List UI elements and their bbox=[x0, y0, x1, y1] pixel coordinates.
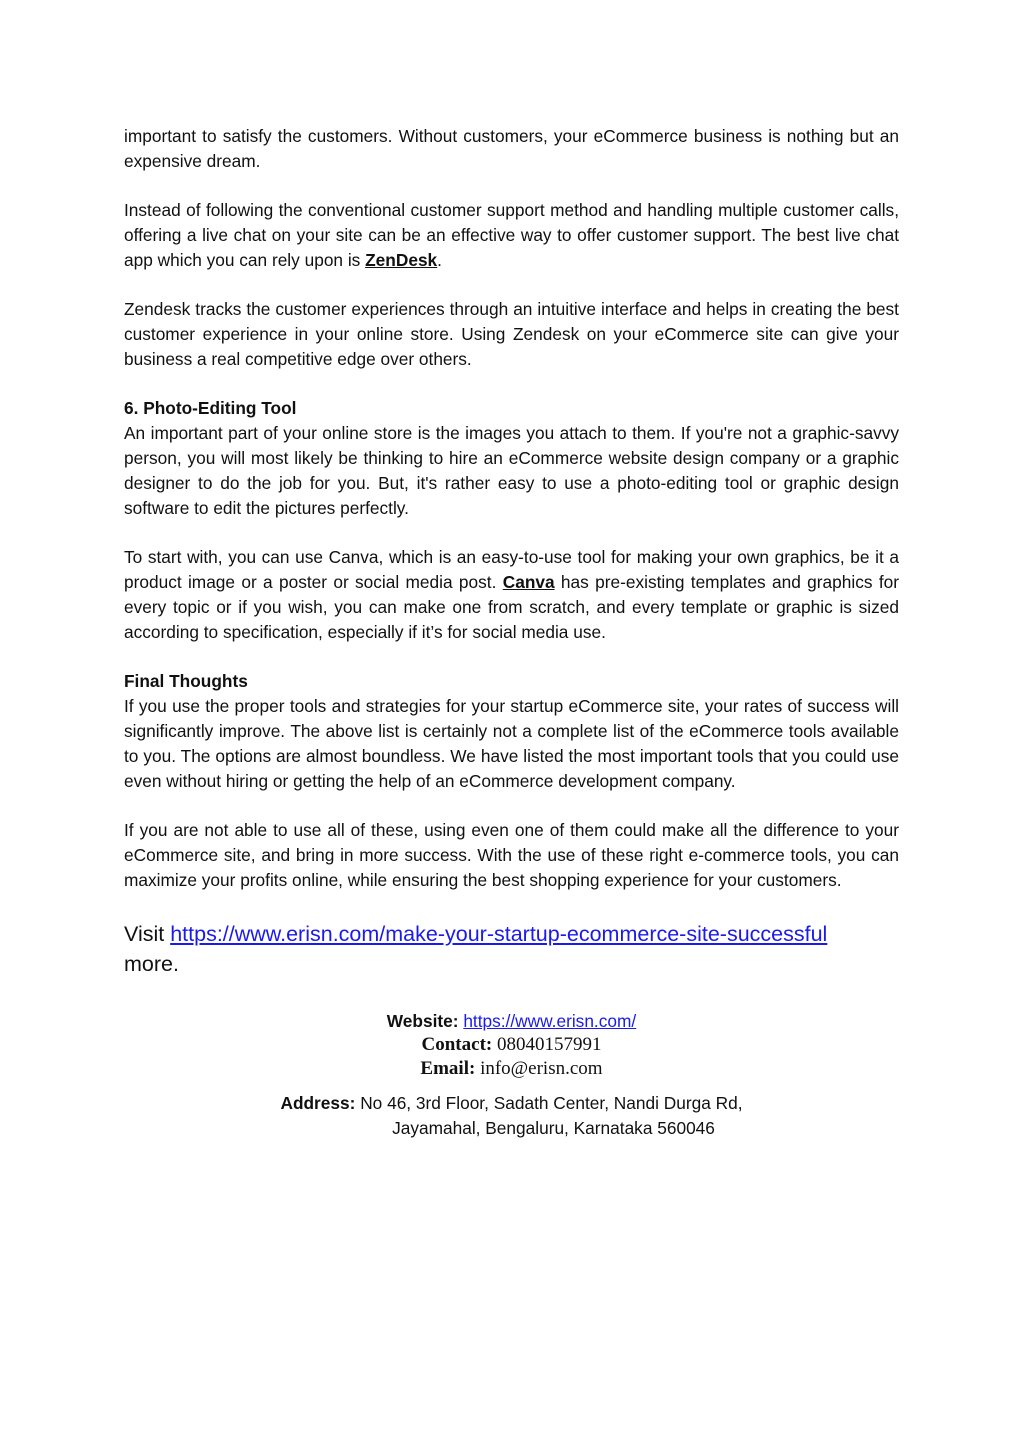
document-page bbox=[124, 124, 899, 1141]
paragraph-zendesk: Zendesk tracks the customer experiences through an intuitive interface and helps in creating the best customer experience in your online store. Using Zendesk on your eCommerce site can give your business a real competitive edge over others. bbox=[124, 299, 899, 369]
paragraph-live-chat-end: . bbox=[437, 250, 442, 270]
paragraph-final-2: If you are not able to use all of these, using even one of them could make all the difference to your eCommerce site, and bring in more success. With the use of these right e-commerce tools, you can maximize your profits online, while ensuring the best shopping experience for your customers. bbox=[124, 820, 899, 890]
heading-photo-editing-tool: 6. Photo-Editing Tool bbox=[124, 398, 297, 418]
email-label: Email: bbox=[420, 1058, 476, 1079]
contact-label: Contact: bbox=[421, 1034, 493, 1055]
paragraph-canva-end: has pre-existing templates and graphics for every topic or if you wish, you can make one from scratch, and every template or graphic is sized according to specification, especially if it’s for social media use. bbox=[124, 572, 899, 642]
website-row bbox=[124, 1009, 899, 1033]
contact-row bbox=[124, 1033, 899, 1057]
email-value: info@erisn.com bbox=[480, 1058, 603, 1079]
website-link[interactable]: https://www.erisn.com/ bbox=[463, 1011, 637, 1031]
paragraph-canva bbox=[124, 545, 899, 645]
contact-value: 08040157991 bbox=[496, 1034, 602, 1055]
paragraph-live-chat bbox=[124, 198, 899, 273]
canva-link[interactable]: Canva bbox=[502, 572, 555, 592]
paragraph-photo-editing: An important part of your online store is the images you attach to them. If you're not a graphic-savvy person, you will most likely be thinking to hire an eCommerce website design company or a graphic designer to do the job for you. But, it's rather easy to use a photo-editing tool or graphic design software to edit the pictures perfectly. bbox=[124, 423, 899, 518]
heading-final-thoughts: Final Thoughts bbox=[124, 671, 248, 691]
website-label: Website: bbox=[386, 1011, 459, 1031]
paragraph-customers: important to satisfy the customers. Without customers, your eCommerce business is nothing but an expensive dream. bbox=[124, 126, 899, 171]
address-label: Address: bbox=[280, 1093, 356, 1113]
visit-prefix: Visit bbox=[124, 922, 171, 946]
visit-suffix: more. bbox=[124, 952, 179, 976]
visit-url-link[interactable]: https://www.erisn.com/make-your-startup-ecommerce-site-successful bbox=[170, 922, 828, 946]
address-line-2: Jayamahal, Bengaluru, Karnataka 560046 bbox=[392, 1118, 715, 1138]
address-block bbox=[124, 1091, 899, 1141]
visit-line bbox=[124, 919, 899, 979]
contact-footer bbox=[124, 1009, 899, 1141]
paragraph-canva-text: To start with, you can use Canva, which is an easy-to-use tool for making your own graphics, be it a product image or a poster or social media post. bbox=[124, 547, 899, 592]
paragraph-live-chat-text: Instead of following the conventional customer support method and handling multiple customer calls, offering a live chat on your site can be an effective way to offer customer support. The best live chat app which you can rely upon is bbox=[124, 200, 899, 270]
email-row bbox=[124, 1057, 899, 1081]
zendesk-link[interactable]: ZenDesk bbox=[365, 250, 438, 270]
paragraph-final-1: If you use the proper tools and strategies for your startup eCommerce site, your rates of success will significantly improve. The above list is certainly not a complete list of the eCommerce tools available to you. The options are almost boundless. We have listed the most important tools that you could use even without hiring or getting the help of an eCommerce development company. bbox=[124, 696, 899, 791]
address-line-1: No 46, 3rd Floor, Sadath Center, Nandi Durga Rd, bbox=[360, 1093, 743, 1113]
